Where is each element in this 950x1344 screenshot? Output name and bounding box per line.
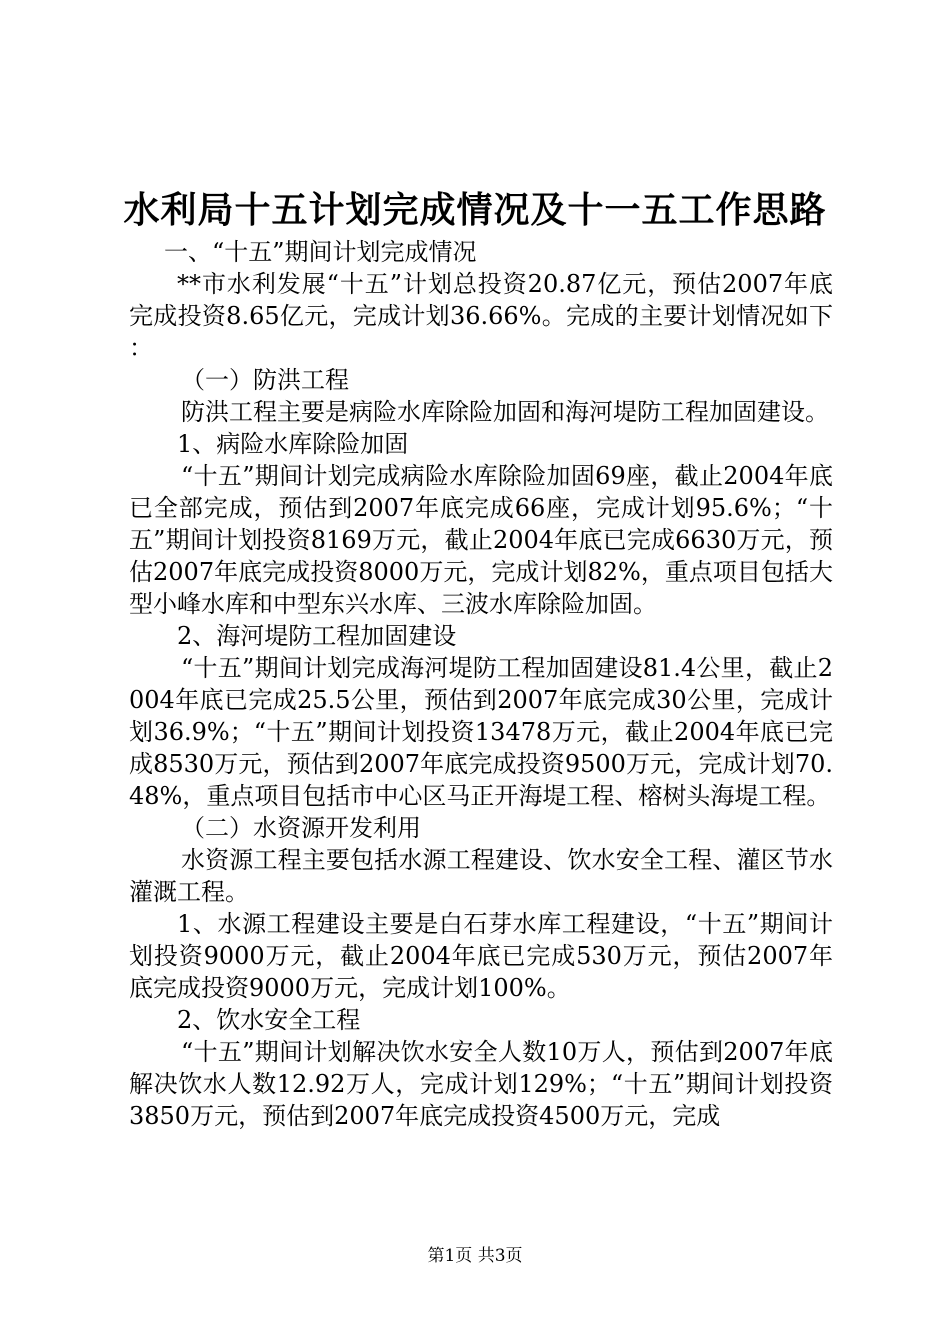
paragraph: “十五”期间计划完成病险水库除险加固69座，截止2004年底已全部完成，预估到2007年底完成66座，完成计划95.6%；“十五”期间计划投资8169万元，截止2004年底已完成6630万元，预估2007年底完成投资8000万元，完成计划82%，重点项目包括大型小峰水库和中型东兴水库、三波水库除险加固。 [129,462,833,618]
document-title: 水利局十五计划完成情况及十一五工作思路 [123,189,827,231]
page-footer: 第1页 共3页 [427,1246,523,1266]
subsection-heading: （一）防洪工程 [181,366,349,394]
item-heading: 2、饮水安全工程 [177,1006,361,1034]
paragraph: “十五”期间计划完成海河堤防工程加固建设81.4公里，截止2004年底已完成25.5公里，预估到2007年底完成30公里，完成计划36.9%；“十五”期间计划投资13478万元，截止2004年底已完成8530万元，预估到2007年底完成投资9500万元，完成计划70.48%，重点项目包括市中心区马正开海堤工程、榕树头海堤工程。 [129,654,833,810]
paragraph: **市水利发展“十五”计划总投资20.87亿元，预估2007年底完成投资8.65亿元，完成计划36.66%。完成的主要计划情况如下： [129,270,833,362]
subsection-heading: （二）水资源开发利用 [181,814,421,842]
paragraph: 防洪工程主要是病险水库除险加固和海河堤防工程加固建设。 [181,398,829,426]
paragraph: “十五”期间计划解决饮水安全人数10万人，预估到2007年底解决饮水人数12.92万人，完成计划129%；“十五”期间计划投资3850万元，预估到2007年底完成投资4500万元，完成 [129,1038,833,1130]
paragraph: 水资源工程主要包括水源工程建设、饮水安全工程、灌区节水灌溉工程。 [129,846,833,906]
item-heading: 1、病险水库除险加固 [177,430,409,458]
section-heading: 一、“十五”期间计划完成情况 [164,238,477,266]
item-heading: 2、海河堤防工程加固建设 [177,622,457,650]
paragraph: 1、水源工程建设主要是白石芽水库工程建设，“十五”期间计划投资9000万元，截止2004年底已完成530万元，预估2007年底完成投资9000万元，完成计划100%。 [129,910,833,1002]
document-body [129,236,833,1132]
